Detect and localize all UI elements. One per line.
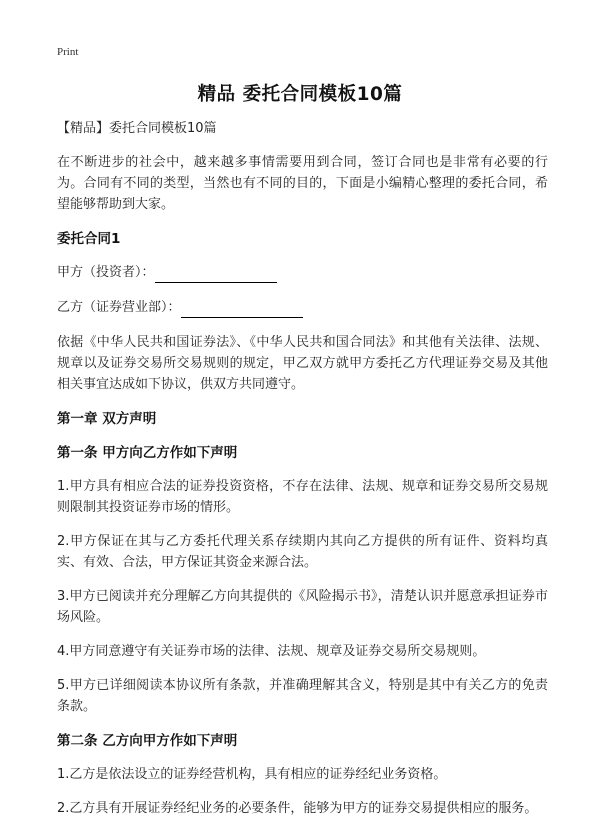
document-subtitle: 【精品】委托合同模板10篇 (57, 121, 217, 136)
party-b-label: 乙方（证券营业部）： (57, 300, 181, 315)
chapter-heading: 第一章 双方声明 (57, 411, 157, 427)
document-body (57, 118, 548, 832)
party-b-blank (181, 302, 303, 318)
party-a-blank (155, 267, 277, 283)
list-item: 1.甲方具有相应合法的证券投资资格，不存在法律、法规、规章和证券交易所交易规则限制其投资证券市场的情形。 (57, 479, 548, 515)
article-heading-b: 第二条 乙方向甲方作如下声明 (57, 733, 238, 749)
list-item: 2.甲方保证在其与乙方委托代理关系存续期内其向乙方提供的所有证件、资料均真实、有效、合法，甲方保证其资金来源合法。 (57, 534, 548, 570)
party-a-label: 甲方（投资者）： (57, 265, 155, 280)
basis-paragraph: 依据《中华人民共和国证券法》、《中华人民共和国合同法》和其他有关法律、法规、规章以及证券交易所交易规则的规定，甲乙双方就甲方委托乙方代理证券交易及其他相关事宜达成如下协议，供双方共同遵守。 (57, 335, 548, 392)
list-item: 2.乙方具有开展证券经纪业务的必要条件，能够为甲方的证券交易提供相应的服务。 (57, 801, 538, 816)
party-b-field (57, 297, 548, 318)
document-title: 精品 委托合同模板10篇 (197, 84, 403, 105)
list-item: 5.甲方已详细阅读本协议所有条款，并准确理解其含义，特别是其中有关乙方的免责条款。 (57, 678, 548, 714)
article-heading-a: 第一条 甲方向乙方作如下声明 (57, 445, 238, 461)
intro-paragraph: 在不断进步的社会中，越来越多事情需要用到合同，签订合同也是非常有必要的行为。合同有不同的类型，当然也有不同的目的，下面是小编精心整理的委托合同，希望能够帮助到大家。 (57, 155, 548, 212)
list-item: 1.乙方是依法设立的证券经营机构，具有相应的证券经纪业务资格。 (57, 767, 447, 782)
party-a-field (57, 262, 548, 283)
list-item: 4.甲方同意遵守有关证券市场的法律、法规、规章及证券交易所交易规则。 (57, 644, 486, 659)
list-item: 3.甲方已阅读并充分理解乙方向其提供的《风险揭示书》，清楚认识并愿意承担证券市场风险。 (57, 589, 548, 625)
print-label: Print (57, 46, 79, 58)
contract-heading: 委托合同1 (57, 231, 121, 247)
